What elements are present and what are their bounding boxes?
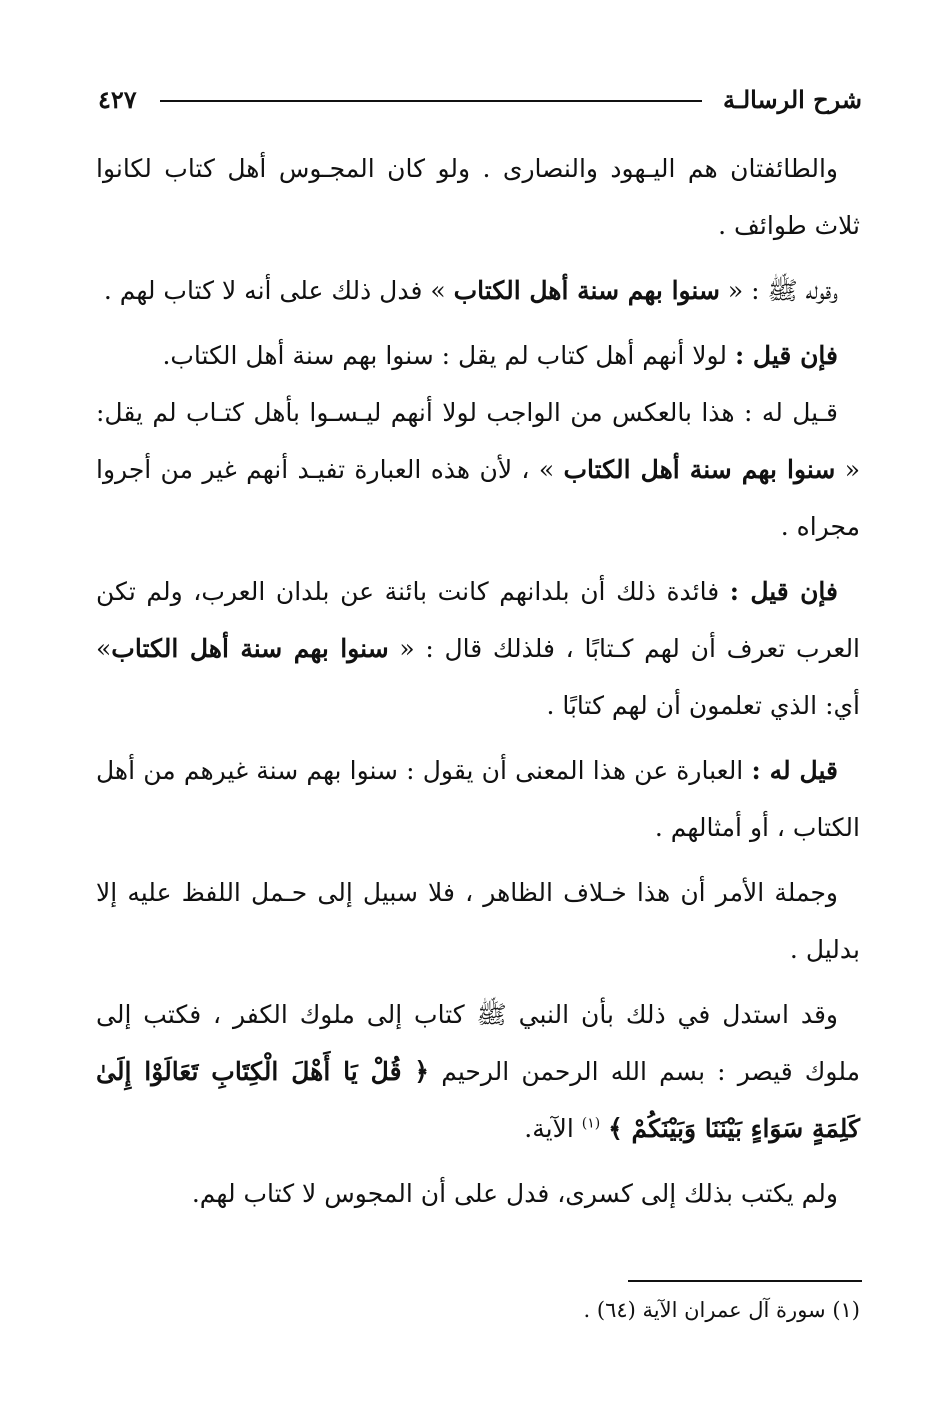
footnote: (١) سورة آل عمران الآية (٦٤) . [583, 1298, 860, 1322]
paragraph-8 [96, 986, 860, 1157]
objection-lead: فإن قيل : [735, 341, 838, 370]
quran-verse: ﴿ قُلْ يَا أَهْلَ الْكِتَابِ تَعَالَوْا إِلَىٰ كَلِمَةٍ سَوَاءٍ بَيْنَنَا وَبَيْنَكُمْ ﴾ [96, 1057, 860, 1143]
header-rule [160, 100, 702, 102]
objection-lead: فإن قيل : [729, 577, 838, 606]
paragraph-4-text-a: قـيل له : هذا بالعكس من الواجب لولا أنهم ليـسـوا بأهل كتـاب لم يقل: « [96, 398, 860, 484]
reply-lead: قيل له : [751, 756, 838, 785]
paragraph-2-text-a: وقوله ﷺ : « [719, 276, 838, 305]
paragraph-6 [96, 742, 860, 856]
paragraph-8-text-a: وقد استدل في ذلك بأن النبي ﷺ كتاب إلى ملوك الكفر ، فكتب إلى ملوك قيصر : بسم الله الرحمن الرحيم [96, 1000, 860, 1086]
footnote-rule [628, 1280, 862, 1282]
hadith-quote: سنوا بهم سنة أهل الكتاب [563, 455, 836, 484]
paragraph-6-text: العبارة عن هذا المعنى أن يقول : سنوا بهم سنة غيرهم من أهل الكتاب ، أو أمثالهم . [96, 756, 860, 842]
hadith-quote: سنوا بهم سنة أهل الكتاب [453, 276, 720, 305]
hadith-quote: سنوا بهم سنة أهل الكتاب [111, 634, 389, 663]
paragraph-2 [96, 262, 860, 319]
paragraph-5-text-b: » أي: الذي تعلمون أن لهم كتابًا . [96, 634, 860, 720]
footnote-marker[interactable]: (١) [581, 1115, 601, 1132]
running-title: شرح الرسالـة [722, 85, 862, 114]
paragraph-5-text-a: فائدة ذلك أن بلدانهم كانت بائنة عن بلدان العرب، ولم تكن العرب تعرف أن لهم كـتابًا ، فلذلك قال : « [96, 577, 861, 663]
paragraph-8-text-b: الآية. [524, 1114, 582, 1143]
paragraph-3 [96, 327, 860, 384]
paragraph-5 [96, 563, 860, 734]
paragraph-1: والطائفتان هم اليـهود والنصارى . ولو كان المجـوس أهل كتاب لكانوا ثلاث طوائف . [96, 154, 860, 240]
paragraph-7: وجملة الأمر أن هذا خـلاف الظاهر ، فلا سبيل إلى حـمل اللفظ عليه إلا بدليل . [96, 878, 860, 964]
paragraph-3-text: لولا أنهم أهل كتاب لم يقل : سنوا بهم سنة أهل الكتاب. [162, 341, 735, 370]
page-number: ٤٢٧ [98, 85, 137, 114]
paragraph-4 [96, 384, 860, 555]
paragraph-2-text-b: » فدل ذلك على أنه لا كتاب لهم . [103, 276, 454, 305]
main-text [96, 140, 860, 1222]
paragraph-4-text-b: » ، لأن هذه العبارة تفيـد أنهم غير من أجروا مجراه . [96, 455, 860, 541]
paragraph-9: ولم يكتب بذلك إلى كسرى، فدل على أن المجوس لا كتاب لهم. [191, 1179, 838, 1208]
page-header [98, 80, 862, 120]
